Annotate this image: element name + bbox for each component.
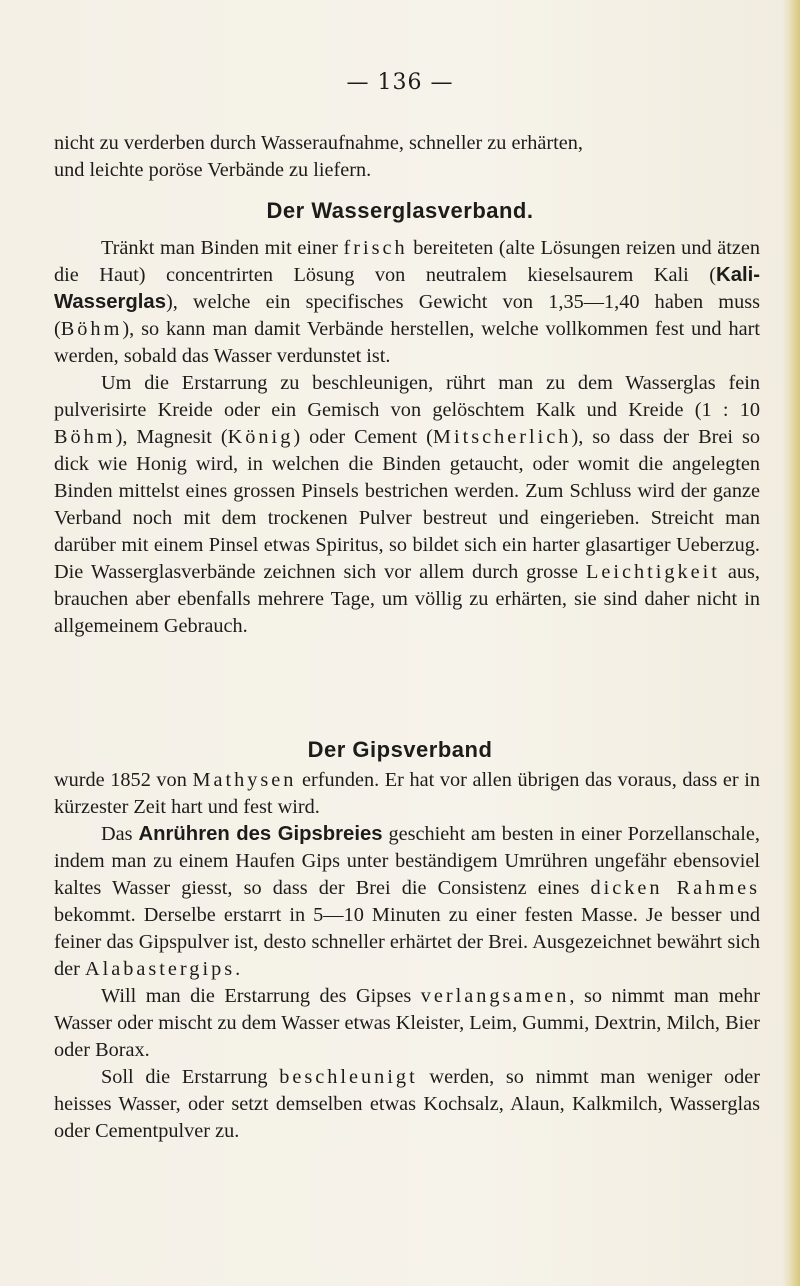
paragraph: Um die Erstarrung zu beschleunigen, rührt man zu dem Wasserglas fein pulverisirte Kreide oder ein Gemisch von gelöschtem Kalk und Kreide (1 : 10 Böhm), Magnesit (König) oder Cement (Mitscherlich), so dass der Brei so dick wie Honig wird, in welchen die Binden getaucht, oder womit die angelegten Binden mittelst eines grossen Pinsels bestrichen werden. Zum Schluss wird der ganze Verband noch mit dem trockenen Pulver bestreut und eingerieben. Streicht man darüber mit einem Pinsel etwas Spiritus, so bildet sich ein harter glasartiger Ueberzug. Die Wasserglasverbände zeichnen sich vor allem durch grosse Leichtigkeit aus, brauchen aber ebenfalls mehrere Tage, um völlig zu erhärten, sie sind daher nicht in allgemeinem Gebrauch.: [54, 372, 760, 637]
intro-line-1: nicht zu verderben durch Wasseraufnahme, schneller zu erhärten,: [54, 132, 584, 154]
page-number: — 136 —: [346, 70, 454, 95]
paragraph: Will man die Erstarrung des Gipses verlangsamen, so nimmt man mehr Wasser oder mischt zu dem Wasser etwas Kleister, Leim, Gummi, Dextrin, Milch, Bier oder Borax.: [54, 985, 760, 1061]
paragraph: Tränkt man Binden mit einer frisch bereiteten (alte Lösungen reizen und ätzen die Haut) concentrirten Lösung von neutralem kieselsaurem Kali (Kali-Wasserglas), welche ein specifisches Gewicht von 1,35—1,40 haben muss (Böhm), so kann man damit Verbände herstellen, welche vollkommen fest und hart werden, sobald das Wasser verdunstet ist.: [54, 237, 760, 367]
paragraph: wurde 1852 von Mathysen erfunden. Er hat vor allen übrigen das voraus, dass er in kürzester Zeit hart und fest wird.: [54, 769, 760, 818]
intro-line-2: und leichte poröse Verbände zu liefern.: [54, 159, 372, 181]
section-heading-wasserglasverband: Der Wasserglasverband.: [266, 198, 534, 223]
page-edge: [782, 0, 800, 1286]
section-wasserglasverband: [54, 235, 760, 640]
paragraph: Soll die Erstarrung beschleunigt werden, so nimmt man weniger oder heisses Wasser, oder setzt demselben etwas Kochsalz, Alaun, Kalkmilch, Wasserglas oder Cementpulver zu.: [54, 1066, 760, 1142]
paragraph: Das Anrühren des Gipsbreies geschieht am besten in einer Porzellanschale, indem man zu einem Haufen Gips unter beständigem Umrühren ungefähr ebensoviel kaltes Wasser giesst, so dass der Brei die Consistenz eines dicken Rahmes bekommt. Derselbe erstarrt in 5—10 Minuten zu einer festen Masse. Je besser und feiner das Gipspulver ist, desto schneller erhärtet der Brei. Ausgezeichnet bewährt sich der Alabastergips.: [54, 823, 760, 980]
section-heading-gipsverband: Der Gipsverband: [307, 737, 493, 762]
intro-text: [54, 130, 760, 184]
section-gipsverband: [54, 767, 760, 1145]
